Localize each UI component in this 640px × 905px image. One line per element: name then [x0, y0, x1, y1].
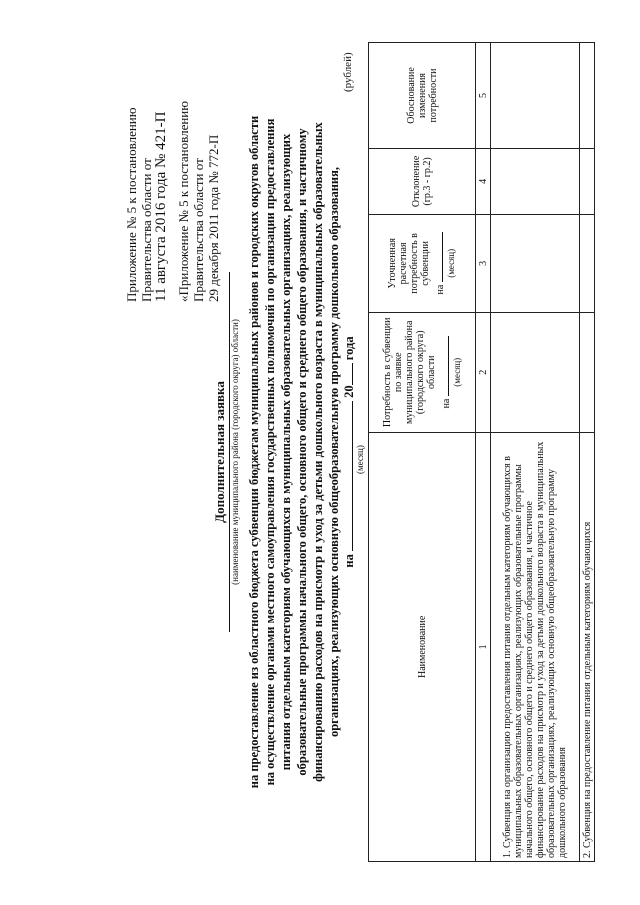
- col-header-need-text: Потребность в субвенции по заявке муниципального района (городского округа) области: [381, 317, 437, 428]
- appendix-old-line-1: «Приложение № 5 к постановлению: [176, 101, 191, 302]
- table-cell: [491, 214, 580, 312]
- appendix-new-date: 11 августа 2016 года № 421-П: [153, 111, 169, 302]
- period-year: 20: [342, 385, 356, 398]
- table-header-row: [369, 43, 476, 862]
- row-label: 2. Субвенция на предоставление питания отдельным категориям обучающихся: [580, 432, 595, 861]
- table-cell: [491, 43, 580, 149]
- currency-note: (рублей): [342, 52, 354, 92]
- table-row: [580, 43, 595, 862]
- col-number: 2: [476, 312, 491, 432]
- appendix-new-line-1: Приложение № 5 к постановлению: [124, 107, 139, 302]
- table-row: [491, 43, 580, 862]
- table-cell: [580, 43, 595, 149]
- appendix-new-line-2: Правительства области от: [139, 158, 154, 302]
- appendix-new: [124, 108, 169, 302]
- authority-name-hint-text: (наименование муниципального района (городского округа) области): [230, 319, 240, 585]
- col-header-justification: Обоснование изменения потребности: [369, 43, 476, 149]
- col-header-need-month: (месяц): [451, 357, 462, 387]
- col-header-need: [369, 312, 476, 432]
- period-prefix: на: [342, 554, 356, 568]
- col-header-refined-period: [435, 218, 446, 309]
- period-month-hint: (месяц): [355, 445, 365, 474]
- body-line-4: образовательные программы начального общего, основного общего и среднего общего образования, и частичному: [295, 128, 309, 776]
- col-header-name: Наименование: [369, 432, 476, 861]
- body-line-3: питания отдельным категориям обучающихся в муниципальных образовательных организациях, реализующих: [279, 133, 293, 771]
- table-cell: [491, 148, 580, 214]
- body-line-1: на предоставление из областного бюджета субвенции бюджетам муниципальных районов и городских округов области: [247, 115, 261, 789]
- table-cell: [580, 148, 595, 214]
- col-number: 5: [476, 43, 491, 149]
- row-label: 1. Субвенция на организацию предоставления питания отдельным категориям обучающихся в муниципальных образовательных организациях, реализующих образовательные программы начального общего, основного общего и среднего общего образования, и частичное финансирование расходов на присмотр и уход за детьми дошкольного возраста в муниципальных образовательных организациях, реализующих основную общеобразовательную программу дошкольного образования: [491, 432, 580, 861]
- col-number: 1: [476, 432, 491, 861]
- col-number: 3: [476, 214, 491, 312]
- document-title: Дополнительная заявка: [212, 381, 227, 523]
- appendix-old-line-2: Правительства области от: [191, 158, 206, 302]
- col-header-deviation: Отклонение (гр.3 - гр.2): [369, 148, 476, 214]
- table-cell: [580, 312, 595, 432]
- authority-name-hint: [229, 22, 240, 882]
- col-header-refined-month: (месяц): [446, 248, 456, 278]
- period-month-blank: [340, 401, 353, 551]
- need-period-prefix: на: [440, 398, 452, 409]
- col-number: 4: [476, 148, 491, 214]
- subvention-table: [368, 42, 595, 862]
- col-header-need-period: [441, 316, 452, 429]
- table-cell: [580, 214, 595, 312]
- period-year-suffix: года: [342, 336, 356, 361]
- appendix-old-date: 29 декабря 2011 года № 772-П: [206, 134, 221, 302]
- body-line-6: организациях, реализующих основную общеобразовательную программу дошкольного образования,: [327, 167, 341, 738]
- rotated-document-page: [110, 22, 593, 882]
- body-line-2: на осуществление органами местного самоуправления государственных полномочий по организации предоставления: [263, 118, 277, 786]
- refined-period-prefix: на: [435, 284, 446, 295]
- body-line-5: финансированию расходов на присмотр и уход за детьми дошкольного возраста в муниципальных образовательных: [311, 122, 325, 782]
- col-header-refined-text: Уточненная расчетная потребность в субвенции: [387, 233, 431, 294]
- col-header-refined: [369, 214, 476, 312]
- column-number-row: [476, 43, 491, 862]
- table-cell: [491, 312, 580, 432]
- period-year-blank: [340, 363, 353, 385]
